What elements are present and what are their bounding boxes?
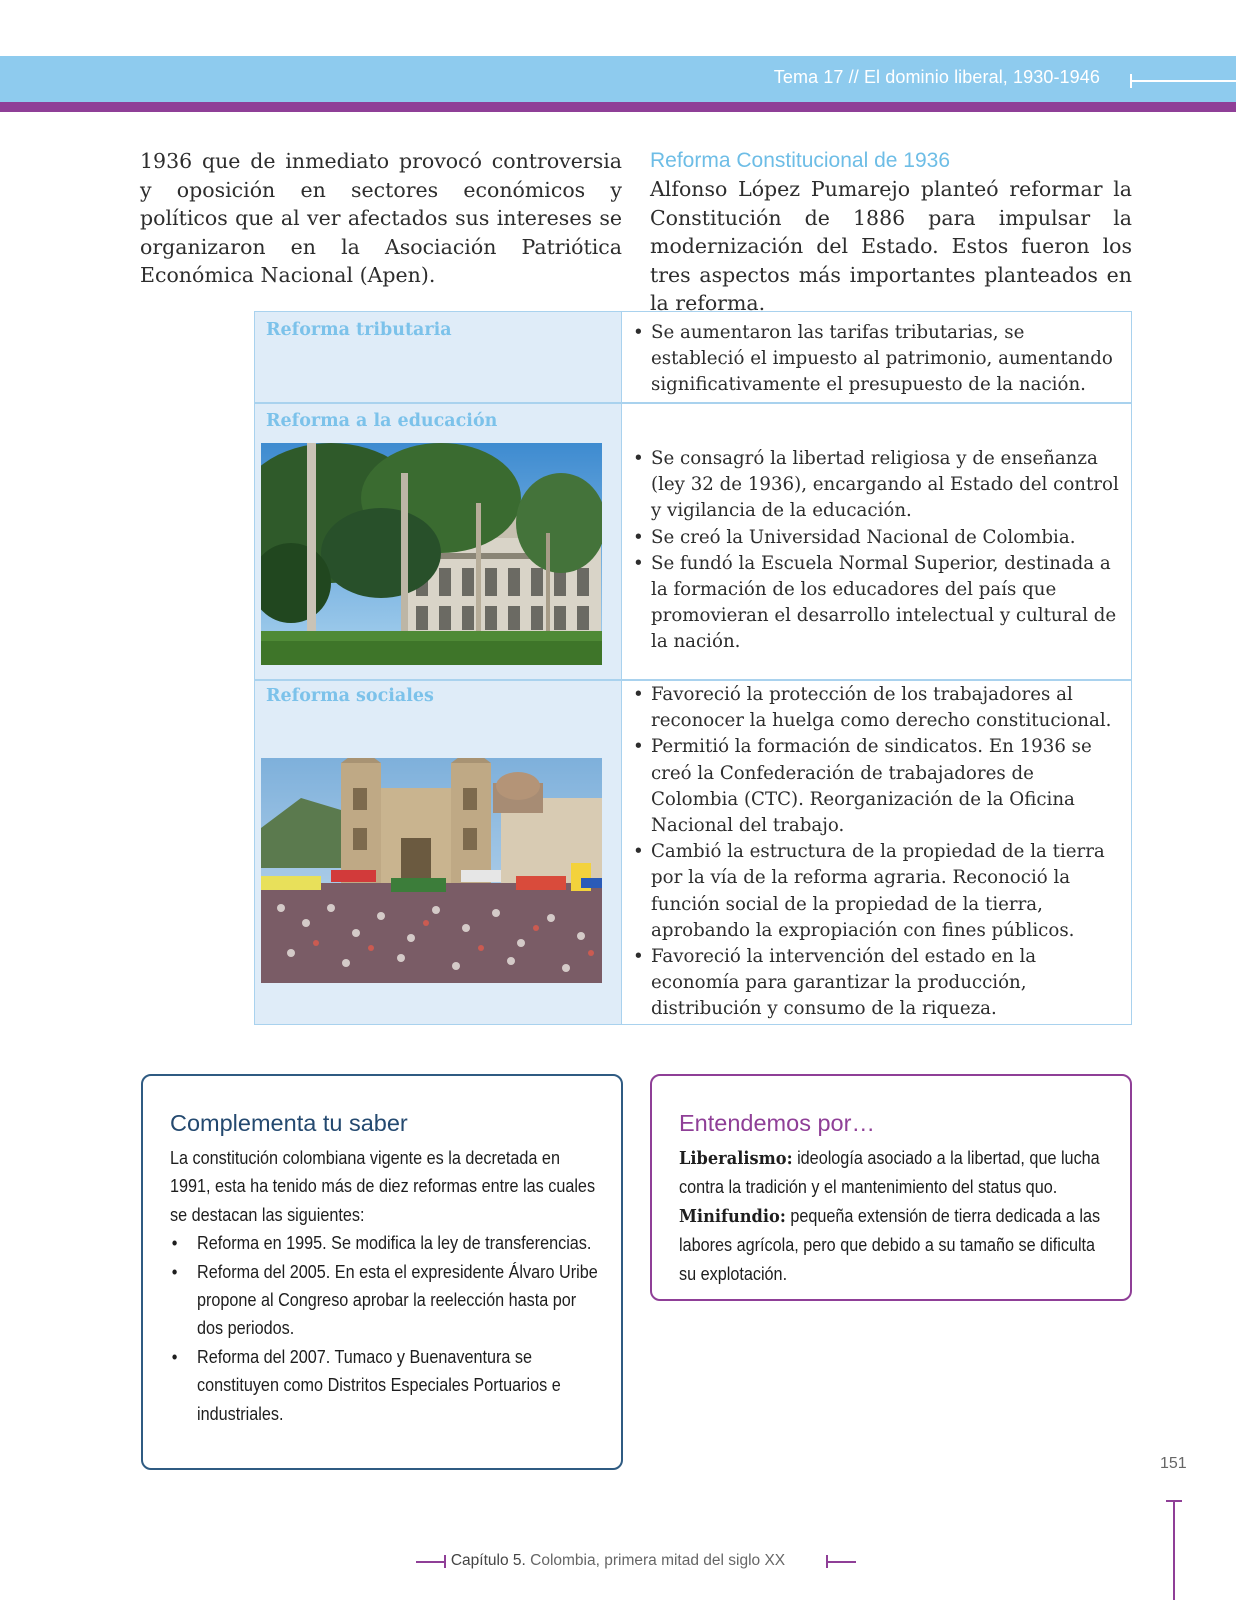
entendemos-body: [679, 1144, 1109, 1288]
chapter-footer: [0, 1552, 1236, 1570]
list-item: • Reforma del 2005. En esta el expresidente Álvaro Uribe propone al Congreso aprobar la reelección hasta por dos periodos.: [170, 1258, 600, 1343]
chapter-title: Colombia, primera mitad del siglo XX: [530, 1552, 786, 1569]
row-bullets-tributaria: [633, 320, 1123, 399]
list-item: • Se aumentaron las tarifas tributarias, se estableció el impuesto al patrimonio, aumentando significativamente el presupuesto de la nación.: [633, 320, 1123, 399]
term-minifundio: Minifundio:: [679, 1205, 786, 1227]
list-item: • Se creó la Universidad Nacional de Colombia.: [633, 525, 1123, 551]
row-label-tributaria: Reforma tributaria: [266, 320, 452, 340]
definition-liberalismo: [679, 1144, 1109, 1202]
definition-minifundio: [679, 1202, 1109, 1288]
protest-photo: [261, 758, 602, 983]
chapter-label: Capítulo 5.: [450, 1552, 526, 1569]
section-paragraph: Alfonso López Pumarejo planteó reformar la Constitución de 1886 para impulsar la modernización del Estado. Estos fueron los tres aspectos más importantes planteados en la reforma.: [650, 177, 1132, 316]
list-item: • Permitió la formación de sindicatos. En 1936 se creó la Confederación de trabajadores de Colombia (CTC). Reorganización de la Oficina Nacional del trabajo.: [633, 734, 1123, 839]
table-row-divider: [255, 679, 1131, 681]
header-stripe: [0, 102, 1236, 112]
row-label-educacion: Reforma a la educación: [266, 411, 498, 431]
page-number: 151: [1160, 1455, 1187, 1472]
intro-right-column: [650, 147, 1132, 318]
definition-text: pequeña extensión de tierra dedicada a las labores agrícola, pero que debido a su tamaño se dificulta su explotación.: [679, 1205, 1101, 1284]
intro-left-paragraph: 1936 que de inmediato provocó controversia y oposición en sectores económicos y políticos que al ver afectados sus intereses se organizaron en la Asociación Patriótica Económica Nacional (Apen).: [140, 149, 622, 288]
row-bullets-educacion: [633, 446, 1123, 656]
margin-rule: [1173, 1500, 1175, 1600]
footer-rule-right-tick: [826, 1555, 828, 1568]
term-liberalismo: Liberalismo:: [679, 1148, 793, 1169]
entendemos-box: [650, 1074, 1132, 1301]
university-photo: [261, 443, 602, 665]
complementa-body: [170, 1144, 600, 1428]
list-item: • Se consagró la libertad religiosa y de enseñanza (ley 32 de 1936), encargando al Estado del control y vigilancia de la educación.: [633, 446, 1123, 525]
table-row-divider: [255, 402, 1131, 404]
header-rule: [1130, 80, 1236, 82]
section-heading: Reforma Constitucional de 1936: [650, 149, 951, 172]
row-bullets-sociales: [633, 682, 1123, 1023]
list-item: • Cambió la estructura de la propiedad de la tierra por la vía de la reforma agraria. Reconoció la función social de la propiedad de la tierra, aprobando la expropiación con fines públicos.: [633, 839, 1123, 944]
topic-title: Tema 17 // El dominio liberal, 1930-1946: [773, 67, 1100, 87]
complementa-box: [141, 1074, 623, 1470]
list-item: • Se fundó la Escuela Normal Superior, destinada a la formación de los educadores del país que promovieran el desarrollo intelectual y cultural de la nación.: [633, 551, 1123, 656]
list-item: • Reforma en 1995. Se modifica la ley de transferencias.: [170, 1229, 600, 1257]
definition-text: ideología asociado a la libertad, que lucha contra la tradición y el mantenimiento del status quo.: [679, 1148, 1100, 1198]
reform-table: [254, 311, 1132, 1025]
entendemos-title: Entendemos por…: [679, 1110, 875, 1136]
complementa-intro: La constitución colombiana vigente es la decretada en 1991, esta ha tenido más de diez reformas entre las cuales se destacan las siguientes:: [170, 1148, 596, 1225]
complementa-title: Complementa tu saber: [170, 1110, 408, 1136]
list-item: • Reforma del 2007. Tumaco y Buenaventura se constituyen como Distritos Especiales Portuarios e industriales.: [170, 1343, 600, 1428]
row-label-sociales: Reforma sociales: [266, 686, 434, 706]
list-item: • Favoreció la protección de los trabajadores al reconocer la huelga como derecho constitucional.: [633, 682, 1123, 734]
footer-rule-right: [826, 1561, 856, 1563]
list-item: • Favoreció la intervención del estado en la economía para garantizar la producción, distribución y consumo de la riqueza.: [633, 944, 1123, 1023]
complementa-list: [170, 1229, 600, 1428]
